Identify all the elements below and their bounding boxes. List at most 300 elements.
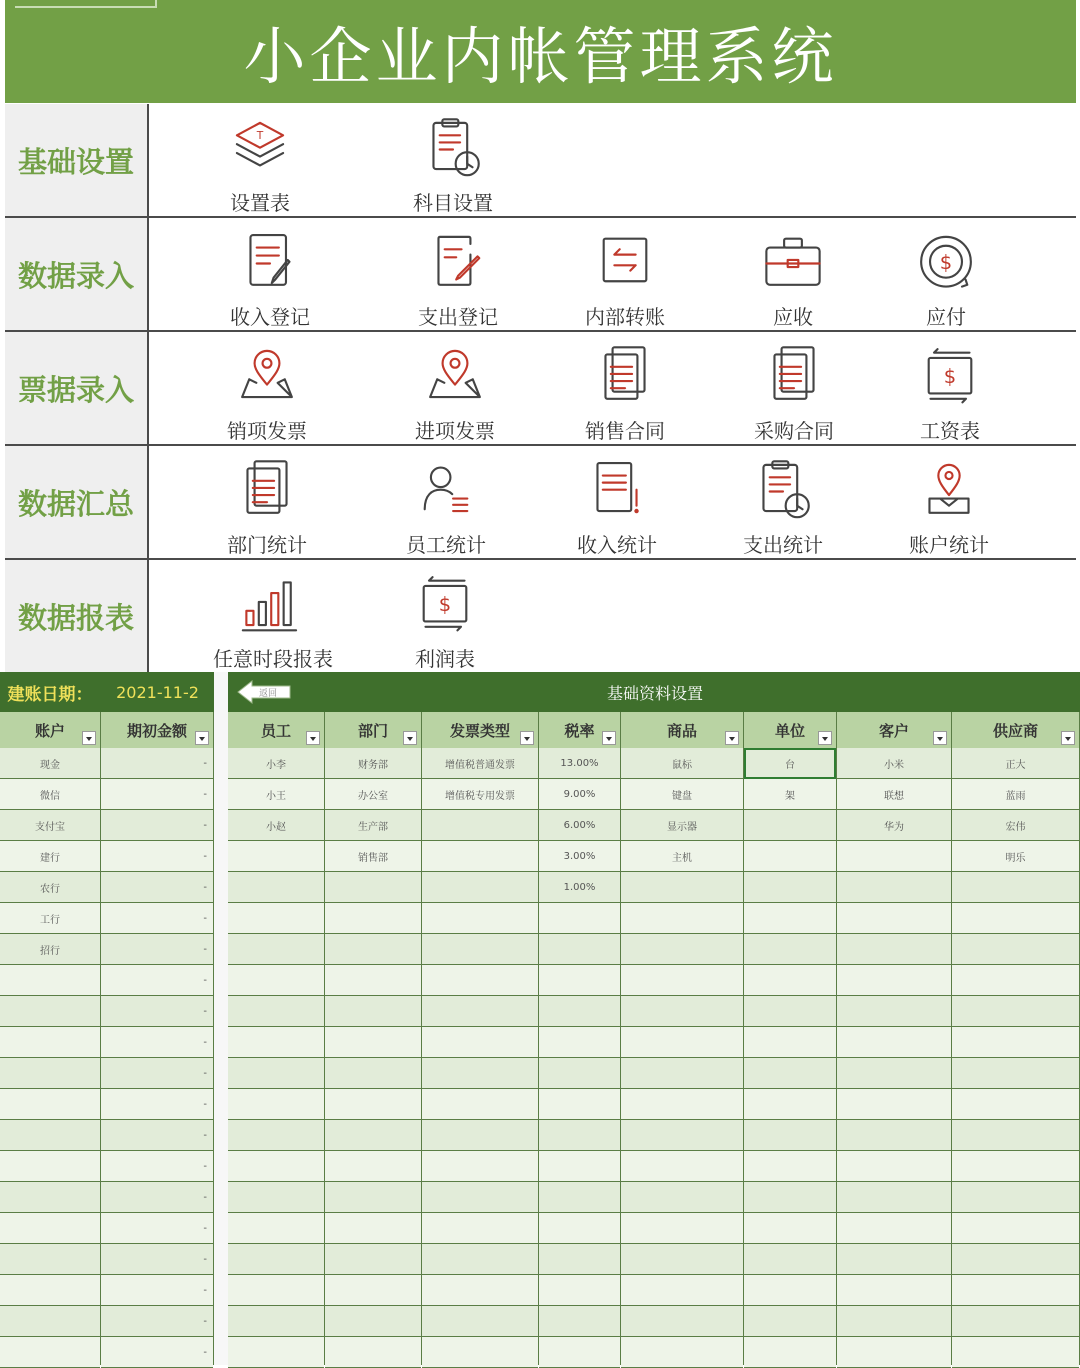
table-cell[interactable] <box>101 1213 213 1244</box>
table-cell[interactable] <box>744 903 836 934</box>
table-cell[interactable] <box>228 965 324 996</box>
table-cell[interactable] <box>101 841 213 872</box>
table-cell[interactable]: 1.00% <box>539 872 620 903</box>
table-cell[interactable] <box>952 1089 1079 1120</box>
section-basic-settings <box>5 104 1076 218</box>
purchase-contract-label: 采购合同 <box>754 419 834 443</box>
table-cell[interactable] <box>837 903 951 934</box>
table-cell[interactable] <box>228 903 324 934</box>
table-cell[interactable] <box>228 841 324 872</box>
table-cell[interactable]: 联想 <box>837 779 951 810</box>
table-cell[interactable] <box>744 1306 836 1337</box>
table-cell[interactable] <box>101 1151 213 1182</box>
table-cell[interactable] <box>744 1182 836 1213</box>
cell-selection-mark <box>15 0 157 8</box>
table-cell[interactable] <box>101 872 213 903</box>
header-product[interactable] <box>621 712 744 748</box>
map-pin-icon <box>418 342 492 413</box>
header-label: 员工 <box>260 721 291 740</box>
table-cell[interactable] <box>0 1213 100 1244</box>
table-cell[interactable] <box>539 1306 620 1337</box>
table-cell[interactable] <box>422 1182 538 1213</box>
documents-icon <box>757 342 831 413</box>
table-cell[interactable] <box>101 1337 213 1368</box>
table-cell[interactable] <box>422 1089 538 1120</box>
table-cell[interactable] <box>101 1275 213 1306</box>
profit-statement-button[interactable] <box>370 560 520 672</box>
transfer-icon <box>588 228 662 299</box>
documents-icon <box>588 342 662 413</box>
header-tax-rate[interactable] <box>539 712 621 748</box>
table-cell[interactable] <box>539 903 620 934</box>
settings-table-button[interactable] <box>185 104 335 216</box>
table-cell[interactable] <box>539 934 620 965</box>
table-cell[interactable]: 农行 <box>0 872 100 903</box>
table-cell[interactable] <box>101 1244 213 1275</box>
briefcase-icon <box>756 228 830 299</box>
employee-stats-button[interactable] <box>371 446 521 558</box>
table-cell[interactable] <box>621 1306 743 1337</box>
table-cell[interactable]: 9.00% <box>539 779 620 810</box>
table-cell[interactable] <box>325 1027 421 1058</box>
table-cell[interactable] <box>539 965 620 996</box>
table-cell[interactable] <box>621 965 743 996</box>
table-cell[interactable] <box>0 1120 100 1151</box>
table-cell[interactable] <box>325 934 421 965</box>
sales-contract-button[interactable] <box>550 332 700 444</box>
table-cell[interactable] <box>101 1027 213 1058</box>
table-cell[interactable]: 招行 <box>0 934 100 965</box>
department-stats-label: 部门统计 <box>227 533 307 557</box>
header-label: 单位 <box>774 721 805 740</box>
table-cell[interactable] <box>0 1244 100 1275</box>
table-cell[interactable] <box>228 1151 324 1182</box>
sales-invoice-button[interactable] <box>192 332 342 444</box>
table-cell[interactable]: 小王 <box>228 779 324 810</box>
column-employee <box>228 748 325 1365</box>
setup-date-label: 建账日期： <box>7 684 93 705</box>
table-cell[interactable] <box>837 841 951 872</box>
table-cell[interactable] <box>539 1244 620 1275</box>
table-cell[interactable] <box>744 1027 836 1058</box>
table-cell[interactable] <box>101 965 213 996</box>
table-cell[interactable] <box>952 1275 1079 1306</box>
payroll-button[interactable] <box>875 332 1025 444</box>
table-cell[interactable] <box>101 748 213 779</box>
table-cell[interactable]: 支付宝 <box>0 810 100 841</box>
table-cell[interactable] <box>101 1182 213 1213</box>
period-report-label: 任意时段报表 <box>213 647 333 671</box>
table-cell[interactable]: 正大 <box>952 748 1079 779</box>
table-cell[interactable] <box>952 1182 1079 1213</box>
table-cell[interactable] <box>422 841 538 872</box>
table-cell[interactable] <box>325 1244 421 1275</box>
table-cell[interactable] <box>101 996 213 1027</box>
layers-icon <box>223 114 297 185</box>
table-cell[interactable] <box>744 1151 836 1182</box>
header-unit[interactable] <box>744 712 837 748</box>
table-cell[interactable] <box>539 1337 620 1368</box>
table-cell[interactable] <box>952 1151 1079 1182</box>
income-entry-button[interactable] <box>195 218 345 330</box>
table-cell[interactable] <box>325 1120 421 1151</box>
filter-dropdown-icon[interactable] <box>520 731 534 745</box>
section-label: 数据录入 <box>5 218 149 330</box>
table-cell[interactable] <box>0 996 100 1027</box>
setup-date-value[interactable]: 2021-11-2 <box>116 682 199 702</box>
header-department[interactable] <box>325 712 422 748</box>
table-cell[interactable]: 键盘 <box>621 779 743 810</box>
column-account <box>0 748 101 1365</box>
subject-settings-label: 科目设置 <box>413 191 493 215</box>
table-cell[interactable] <box>621 1027 743 1058</box>
table-cell[interactable] <box>325 1182 421 1213</box>
table-cell[interactable] <box>744 965 836 996</box>
table-cell[interactable] <box>952 1027 1079 1058</box>
table-cell[interactable] <box>621 1275 743 1306</box>
table-cell[interactable] <box>228 1089 324 1120</box>
table-cell[interactable] <box>744 1120 836 1151</box>
section-data-entry <box>5 218 1076 332</box>
header-opening-balance[interactable] <box>101 712 214 748</box>
filter-dropdown-icon[interactable] <box>403 731 417 745</box>
dashboard <box>0 0 1080 672</box>
column-supplier <box>952 748 1080 1365</box>
filter-dropdown-icon[interactable] <box>602 731 616 745</box>
table-cell[interactable] <box>952 1120 1079 1151</box>
clipboard-clock-icon <box>746 456 820 527</box>
table-cell[interactable] <box>325 1275 421 1306</box>
column-department <box>325 748 422 1365</box>
table-cell[interactable] <box>422 1151 538 1182</box>
table-cell[interactable] <box>621 903 743 934</box>
internal-transfer-button[interactable] <box>550 218 700 330</box>
table-cell[interactable] <box>621 1151 743 1182</box>
table-cell[interactable] <box>621 1120 743 1151</box>
table-cell[interactable] <box>422 1244 538 1275</box>
header-label: 发票类型 <box>449 721 510 740</box>
table-cell[interactable]: 鼠标 <box>621 748 743 779</box>
table-cell[interactable]: 建行 <box>0 841 100 872</box>
table-cell[interactable] <box>325 1089 421 1120</box>
table-cell[interactable] <box>0 1275 100 1306</box>
table-cell[interactable] <box>539 1089 620 1120</box>
table-cell[interactable] <box>228 1337 324 1368</box>
table-cell[interactable] <box>101 1058 213 1089</box>
table-cell[interactable] <box>228 1120 324 1151</box>
expense-entry-button[interactable] <box>383 218 533 330</box>
table-cell[interactable] <box>744 1213 836 1244</box>
table-cell[interactable] <box>0 1337 100 1368</box>
table-cell[interactable] <box>101 1089 213 1120</box>
table-cell[interactable] <box>101 810 213 841</box>
table-cell[interactable]: 架 <box>744 779 836 810</box>
table-cell[interactable] <box>422 810 538 841</box>
table-cell[interactable] <box>422 1306 538 1337</box>
table-cell[interactable] <box>325 872 421 903</box>
table-cell[interactable] <box>744 934 836 965</box>
table-cell[interactable] <box>952 1337 1079 1368</box>
filter-dropdown-icon[interactable] <box>725 731 739 745</box>
table-cell[interactable] <box>837 1120 951 1151</box>
table-cell[interactable] <box>837 1244 951 1275</box>
table-cell[interactable]: 办公室 <box>325 779 421 810</box>
table-cell[interactable] <box>422 1120 538 1151</box>
table-cell[interactable] <box>422 934 538 965</box>
table-cell[interactable]: 显示器 <box>621 810 743 841</box>
table-cell[interactable] <box>228 1182 324 1213</box>
table-cell[interactable] <box>837 1337 951 1368</box>
table-cell[interactable] <box>325 965 421 996</box>
table-cell[interactable]: 华为 <box>837 810 951 841</box>
table-cell[interactable]: 小李 <box>228 748 324 779</box>
table-cell[interactable]: 工行 <box>0 903 100 934</box>
table-cell[interactable] <box>621 1182 743 1213</box>
dollar-cycle-icon <box>909 228 983 299</box>
table-cell[interactable] <box>837 1182 951 1213</box>
table-cell[interactable] <box>101 1120 213 1151</box>
table-cell[interactable] <box>422 1275 538 1306</box>
column-tax-rate <box>539 748 621 1365</box>
internal-transfer-label: 内部转账 <box>585 305 665 329</box>
table-cell[interactable] <box>952 996 1079 1027</box>
table-cell[interactable] <box>228 934 324 965</box>
table-cell[interactable] <box>422 1213 538 1244</box>
table-cell[interactable] <box>0 1027 100 1058</box>
table-cell[interactable] <box>837 1089 951 1120</box>
app-title-bar <box>5 0 1076 103</box>
subject-settings-button[interactable] <box>378 104 528 216</box>
table-cell[interactable]: 小米 <box>837 748 951 779</box>
expense-stats-button[interactable] <box>708 446 858 558</box>
location-card-icon <box>912 456 986 527</box>
profit-statement-label: 利润表 <box>415 647 475 671</box>
table-cell[interactable] <box>621 1089 743 1120</box>
table-cell[interactable] <box>325 1058 421 1089</box>
table-cell[interactable] <box>101 903 213 934</box>
bar-chart-icon <box>236 570 310 641</box>
table-cell[interactable] <box>325 1306 421 1337</box>
table-cell[interactable] <box>539 1182 620 1213</box>
income-stats-button[interactable] <box>542 446 692 558</box>
table-cell[interactable] <box>228 1213 324 1244</box>
period-report-button[interactable] <box>198 560 348 672</box>
table-cell[interactable] <box>228 1306 324 1337</box>
header-customer[interactable] <box>837 712 952 748</box>
table-cell[interactable] <box>101 779 213 810</box>
table-cell[interactable] <box>228 1058 324 1089</box>
table-cell[interactable] <box>0 965 100 996</box>
table-cell[interactable] <box>952 965 1079 996</box>
table-cell[interactable] <box>228 1275 324 1306</box>
table-cell[interactable] <box>952 934 1079 965</box>
table-cell[interactable]: 台 <box>744 748 836 779</box>
column-product <box>621 748 744 1365</box>
table-cell[interactable] <box>837 1027 951 1058</box>
table-cell[interactable]: 生产部 <box>325 810 421 841</box>
account-stats-label: 账户统计 <box>909 533 989 557</box>
section-label: 数据汇总 <box>5 446 149 558</box>
table-cell[interactable] <box>744 810 836 841</box>
table-cell[interactable] <box>539 996 620 1027</box>
svg-text:$: $ <box>939 250 953 274</box>
filter-dropdown-icon[interactable] <box>195 731 209 745</box>
table-cell[interactable] <box>744 996 836 1027</box>
header-supplier[interactable] <box>952 712 1080 748</box>
section-reports <box>5 560 1076 672</box>
dollar-transfer-icon <box>408 570 482 641</box>
table-cell[interactable]: 3.00% <box>539 841 620 872</box>
table-cell[interactable] <box>621 1244 743 1275</box>
table-cell[interactable] <box>539 1151 620 1182</box>
purchase-invoice-button[interactable] <box>380 332 530 444</box>
table-cell[interactable] <box>228 1027 324 1058</box>
back-arrow-icon <box>236 680 292 704</box>
clipboard-clock-icon <box>416 114 490 185</box>
table-cell[interactable] <box>621 872 743 903</box>
basic-data-sheet <box>0 672 1080 1365</box>
table-cell[interactable] <box>837 996 951 1027</box>
section-label: 基础设置 <box>5 104 149 216</box>
filter-dropdown-icon[interactable] <box>933 731 947 745</box>
table-cell[interactable]: 销售部 <box>325 841 421 872</box>
purchase-invoice-label: 进项发票 <box>415 419 495 443</box>
table-cell[interactable] <box>0 1058 100 1089</box>
table-cell[interactable] <box>422 1058 538 1089</box>
table-cell[interactable] <box>837 1306 951 1337</box>
table-cell[interactable] <box>952 1306 1079 1337</box>
table-cell[interactable] <box>539 1058 620 1089</box>
header-label: 部门 <box>357 721 388 740</box>
table-cell[interactable] <box>228 1244 324 1275</box>
table-cell[interactable] <box>325 1337 421 1368</box>
table-cell[interactable] <box>952 1058 1079 1089</box>
table-cell[interactable]: 增值税普通发票 <box>422 748 538 779</box>
table-cell[interactable] <box>422 996 538 1027</box>
filter-dropdown-icon[interactable] <box>82 731 96 745</box>
table-cell[interactable] <box>621 1213 743 1244</box>
table-cell[interactable] <box>621 934 743 965</box>
table-cell[interactable] <box>101 1306 213 1337</box>
header-employee[interactable] <box>228 712 325 748</box>
table-cell[interactable] <box>325 903 421 934</box>
header-label: 商品 <box>666 721 697 740</box>
table-cell[interactable]: 13.00% <box>539 748 620 779</box>
table-cell[interactable]: 主机 <box>621 841 743 872</box>
table-cell[interactable] <box>744 841 836 872</box>
filter-dropdown-icon[interactable] <box>306 731 320 745</box>
table-cell[interactable] <box>422 903 538 934</box>
section-label: 票据录入 <box>5 332 149 444</box>
table-cell[interactable] <box>744 1058 836 1089</box>
table-cell[interactable] <box>422 872 538 903</box>
table-cell[interactable] <box>325 1213 421 1244</box>
dollar-transfer-icon <box>913 342 987 413</box>
payable-button[interactable] <box>871 218 1021 330</box>
filter-dropdown-icon[interactable] <box>818 731 832 745</box>
table-cell[interactable]: 增值税专用发票 <box>422 779 538 810</box>
table-cell[interactable]: 小赵 <box>228 810 324 841</box>
sales-invoice-label: 销项发票 <box>227 419 307 443</box>
table-cell[interactable]: 财务部 <box>325 748 421 779</box>
table-cell[interactable] <box>744 1244 836 1275</box>
table-cell[interactable] <box>952 872 1079 903</box>
table-cell[interactable] <box>837 965 951 996</box>
table-cell[interactable] <box>422 965 538 996</box>
table-cell[interactable] <box>422 1027 538 1058</box>
table-cell[interactable] <box>952 903 1079 934</box>
column-gap <box>214 672 228 1365</box>
purchase-contract-button[interactable] <box>719 332 869 444</box>
table-cell[interactable] <box>0 1182 100 1213</box>
table-cell[interactable] <box>744 1275 836 1306</box>
table-cell[interactable] <box>744 1337 836 1368</box>
table-cell[interactable] <box>539 1275 620 1306</box>
receivable-label: 应收 <box>773 305 813 329</box>
header-label: 客户 <box>878 721 909 740</box>
table-cell[interactable] <box>837 1275 951 1306</box>
sheet-title: 基础资料设置 <box>606 683 703 703</box>
table-cell[interactable] <box>325 1151 421 1182</box>
table-cell[interactable] <box>952 1244 1079 1275</box>
table-cell[interactable] <box>325 996 421 1027</box>
table-cell[interactable] <box>837 872 951 903</box>
table-cell[interactable] <box>837 1058 951 1089</box>
table-cell[interactable]: 明乐 <box>952 841 1079 872</box>
table-cell[interactable] <box>621 996 743 1027</box>
payable-label: 应付 <box>926 305 966 329</box>
table-cell[interactable] <box>539 1213 620 1244</box>
table-cell[interactable] <box>621 1058 743 1089</box>
table-cell[interactable] <box>0 1306 100 1337</box>
account-stats-button[interactable] <box>874 446 1024 558</box>
table-cell[interactable] <box>837 1151 951 1182</box>
table-cell[interactable] <box>539 1120 620 1151</box>
table-cell[interactable] <box>101 934 213 965</box>
department-stats-button[interactable] <box>192 446 342 558</box>
filter-dropdown-icon[interactable] <box>1061 731 1075 745</box>
app-title: 小企业内帐管理系统 <box>243 20 838 93</box>
header-invoice-type[interactable] <box>422 712 539 748</box>
header-account[interactable] <box>0 712 101 748</box>
table-cell[interactable]: 微信 <box>0 779 100 810</box>
table-cell[interactable] <box>422 1337 538 1368</box>
table-cell[interactable] <box>837 934 951 965</box>
table-cell[interactable] <box>228 872 324 903</box>
table-cell[interactable] <box>621 1337 743 1368</box>
table-cell[interactable] <box>952 1213 1079 1244</box>
table-cell[interactable] <box>744 872 836 903</box>
table-cell[interactable]: 宏伟 <box>952 810 1079 841</box>
table-cell[interactable] <box>228 996 324 1027</box>
back-button[interactable] <box>236 680 292 704</box>
column-customer <box>837 748 952 1365</box>
expense-entry-label: 支出登记 <box>418 305 498 329</box>
svg-text:$: $ <box>438 592 452 616</box>
table-cell[interactable]: 蓝雨 <box>952 779 1079 810</box>
receivable-button[interactable] <box>718 218 868 330</box>
table-cell[interactable] <box>837 1213 951 1244</box>
table-cell[interactable]: 6.00% <box>539 810 620 841</box>
income-stats-label: 收入统计 <box>577 533 657 557</box>
table-cell[interactable] <box>0 1151 100 1182</box>
table-cell[interactable] <box>539 1027 620 1058</box>
documents-icon <box>230 456 304 527</box>
sales-contract-label: 销售合同 <box>585 419 665 443</box>
table-cell[interactable]: 现金 <box>0 748 100 779</box>
table-cell[interactable] <box>744 1089 836 1120</box>
table-cell[interactable] <box>0 1089 100 1120</box>
